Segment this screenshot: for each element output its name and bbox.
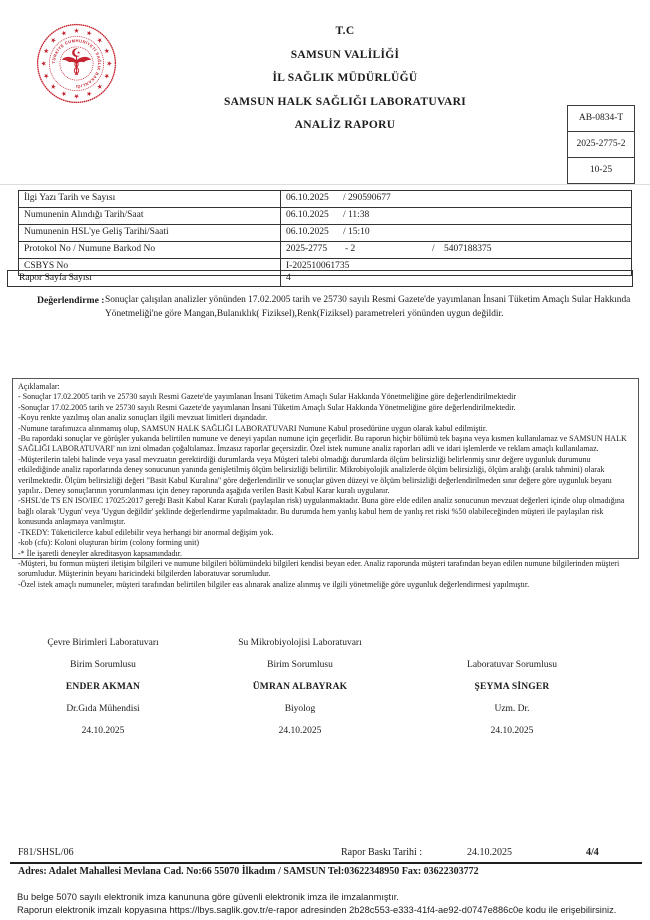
explanation-item: -TKEDY: Tüketicilerce kabul edilebilir veya herhangi bir anormal değişim yok. (18, 527, 274, 537)
signature-date: 24.10.2025 (490, 726, 534, 736)
signature-role: Birim Sorumlusu (267, 660, 333, 670)
signature-lab: Su Mikrobiyolojisi Laboratuvarı (238, 638, 362, 648)
evaluation-text: Sonuçlar çalışılan analizler yönünden 17.02.2005 tarih ve 25730 sayılı Resmi Gazete'de yayımlanan İnsani Tüketim Amaçlı Sular Hakkında Yönetmeliği'ne göre Mangan,Bulanıklık( Fiziksel),Renk(Fiziksel) parametreleri yönünden uygun değildir. (105, 295, 631, 319)
header-line-report-title: ANALİZ RAPORU (294, 119, 396, 131)
table-row (19, 242, 631, 259)
row-value (281, 191, 631, 207)
address-line: Adres: Adalet Mahallesi Mevlana Cad. No:66 55070 İlkadım / SAMSUN Tel:03622348950 Fax: 03622303772 (18, 866, 479, 877)
doc-code-month: 10-25 (589, 165, 613, 175)
esignature-line2: Raporun elektronik imzalı kopyasına https://lbys.saglik.gov.tr/e-rapor adresinden 2b28c553-e333-41f4-ae92-d0747e886c0e kodu ile erişebilirsiniz. (17, 905, 617, 915)
signature-name: ÜMRAN ALBAYRAK (252, 682, 348, 692)
report-header (40, 20, 650, 138)
row-label: Numunenin Alındığı Tarih/Saat (19, 208, 281, 224)
explanation-item: -kob (cfu): Koloni oluşturan birim (colony forming unit) (18, 538, 200, 548)
row-label: Rapor Sayfa Sayısı (8, 271, 281, 286)
signature-date: 24.10.2025 (81, 726, 125, 736)
signature-date: 24.10.2025 (278, 726, 322, 736)
doc-code-protocol: 2025-2775-2 (568, 132, 634, 158)
value-part: 4 (286, 273, 291, 283)
esignature-note (17, 891, 640, 917)
value-part: 5407188375 (444, 244, 492, 254)
value-part: 06.10.2025 (286, 210, 329, 220)
table-row (19, 225, 631, 242)
value-part: / 11:38 (343, 210, 370, 220)
sample-info-table (18, 190, 632, 276)
header-line-governorship: SAMSUN VALİLİĞİ (290, 48, 400, 61)
value-part: / (432, 244, 435, 254)
explanations-box (12, 378, 639, 589)
doc-code-box (567, 105, 635, 184)
logo-ring-text: TÜRKİYE CUMHURİYETİ SAĞLIK BAKANLIĞI (50, 37, 103, 90)
explanation-item: - Sonuçlar 17.02.2005 tarih ve 25730 sayılı Resmi Gazete'de yayımlanan İnsani Tüketim Amaçlı Sular Hakkında Yönetmeliğine göre değerlendirilmektedir (18, 392, 516, 402)
signature-block-microbiology-lab (205, 632, 395, 742)
value-part: I-202510061735 (286, 261, 350, 271)
table-row-page-count (7, 270, 633, 287)
value-part: / 15:10 (343, 227, 370, 237)
footer-rule (10, 862, 642, 864)
signature-title: Uzm. Dr. (494, 704, 530, 714)
value-part: / 290590677 (343, 193, 391, 203)
page-indicator: 4/4 (586, 847, 599, 858)
explanation-item: -* İle işaretli deneyler akreditasyon kapsamındadır. (18, 548, 182, 558)
signature-block-lab-supervisor (417, 632, 607, 742)
explanations-title: Açıklamalar: (18, 382, 60, 391)
table-row (19, 208, 631, 225)
row-value (281, 242, 631, 258)
row-value (281, 225, 631, 241)
row-label: CSBYS No (19, 259, 281, 275)
signature-lab (417, 632, 607, 654)
value-part: 2025-2775 (286, 244, 328, 254)
signature-role: Laboratuvar Sorumlusu (467, 660, 557, 670)
esignature-line1: Bu belge 5070 sayılı elektronik imza kanununa göre güvenli elektronik imza ile imzalanmıştır. (17, 892, 399, 902)
explanation-item: -Müşterilerin talebi halinde veya yasal mevzuatın gerektirdiği durumlarda veya Müşteri talebi olmadığı durumlarda ölçüm belirsizliği belirlenmiş sınır değere uygunluk durumunu etkilediğinde analiz raporlarında deney sonucunun yanında genişletilmiş ölçüm belirsizliği belirtilir. Mikrobiyolojik analizlerde ölçüm belirsizliği, ölçüm aralığı (aralık tahmini) olarak verilmektedir. Ölçüm belirsizliği değeri "Basit Kabul Kuralına" göre değerlendirilir ve sonuçlar güven düzeyi ve ölçüm belirsizliği değerlendirilmeden sınır değere göre uygunluk beyanı yapılır.. Deney sonuçlarının yorumlanması için deney raporunda aşağıda verilen Basit Kabul Karar kuralı uygulanır. (18, 454, 612, 496)
signature-name: ŞEYMA SİNGER (474, 682, 550, 692)
explanation-item: -Numune tarafımızca alınmamış olup, SAMSUN HALK SAĞLIĞI LABORATUVARI Numune Kabul prosedürüne uygun olarak kabul edilmiştir. (18, 423, 488, 433)
signature-title: Biyolog (284, 704, 316, 714)
row-label: Protokol No / Numune Barkod No (19, 242, 281, 258)
row-label: İlgi Yazı Tarih ve Sayısı (19, 191, 281, 207)
signature-role: Birim Sorumlusu (70, 660, 136, 670)
header-line-directorate: İL SAĞLIK MÜDÜRLÜĞÜ (272, 72, 418, 84)
signature-title: Dr.Gıda Mühendisi (66, 704, 140, 714)
table-row (19, 191, 631, 208)
value-part: 06.10.2025 (286, 193, 329, 203)
header-divider (0, 184, 650, 185)
row-value (281, 271, 632, 286)
row-value (281, 208, 631, 224)
row-label: Numunenin HSL'ye Geliş Tarihi/Saati (19, 225, 281, 241)
explanation-item: -SHSL'de TS EN ISO/IEC 17025:2017 gereği Basit Kabul Karar Kuralı (paylaşılan risk) uygulanmaktadır. Buna göre elde edilen analiz sonucunun mevzuat değerleri içinde olup olmadığına bağlı olarak 'Uygun' veya 'Uygun değildir' şeklinde değerlendirme yapılmaktadır. Bu durumda hem yanlış kabul hem de yanlış ret riski %50 olabileceğinden müşteri ile paylaşılan risk konusunda anlaşmaya varılmıştır. (18, 496, 625, 527)
print-date-label: Rapor Baskı Tarihi : (341, 847, 423, 858)
explanation-item: -Özel istek amaçlı numuneler, müşteri tarafından belirtilen bilgiler eas alınarak analize alınmış ve ilgili yönetmeliğe göre uygunluk değerlendirmesi yapılmıştır. (18, 579, 530, 589)
doc-code-accreditation: AB-0834-T (568, 106, 634, 132)
explanation-item: -Sonuçlar 17.02.2005 tarih ve 25730 sayılı Resmi Gazete'de yayımlanan İnsani Tüketim Amaçlı Sular Hakkında Yönetmeliğine göre değerlendirilmektedir. (18, 402, 516, 412)
signature-lab: Çevre Birimleri Laboratuvarı (47, 638, 159, 648)
header-line-laboratory: SAMSUN HALK SAĞLIĞI LABORATUVARI (223, 95, 467, 108)
signature-block-environment-lab (8, 632, 198, 742)
evaluation-label: Değerlendirme : (37, 295, 105, 306)
form-code: F81/SHSL/06 (18, 847, 74, 858)
value-part: - 2 (345, 244, 356, 254)
header-line-tc: T.C (335, 25, 355, 37)
explanation-item: -Bu rapordaki sonuçlar ve görüşler yukarıda belirtilen numune ve deneyi yapılan numune için geçerlidir. Bu raporun hiçbir bölümü tek başına veya kısmen kullanılamaz ve SAMSUN HALK SAĞLIĞI LABORATUVARI' nın izni olmadan çoğaltılamaz. İmzasız raporlar geçersizdir. Özel istek numune analiz raporları adli ve idari işlemlerde ve reklam amaçlı kullanılamaz. (18, 434, 627, 454)
explanation-item: -Müşteri, bu formun müşteri iletişim bilgileri ve numune bilgileri bölümündeki bilgileri kendisi beyan eder. Analiz raporunda müşteri tarafından beyan edilen numune bilgilerinden müşteri sorumludur. Müşterinin beyanı haricindeki bilgilerden laboratuvar sorumludur. (18, 558, 620, 579)
signature-name: ENDER AKMAN (65, 682, 141, 692)
explanation-item: -Koyu renkte yazılmış olan analiz sonuçları ilgili mevzuat limitleri dışındadır. (18, 413, 268, 423)
print-date-value: 24.10.2025 (467, 847, 512, 858)
value-part: 06.10.2025 (286, 227, 329, 237)
